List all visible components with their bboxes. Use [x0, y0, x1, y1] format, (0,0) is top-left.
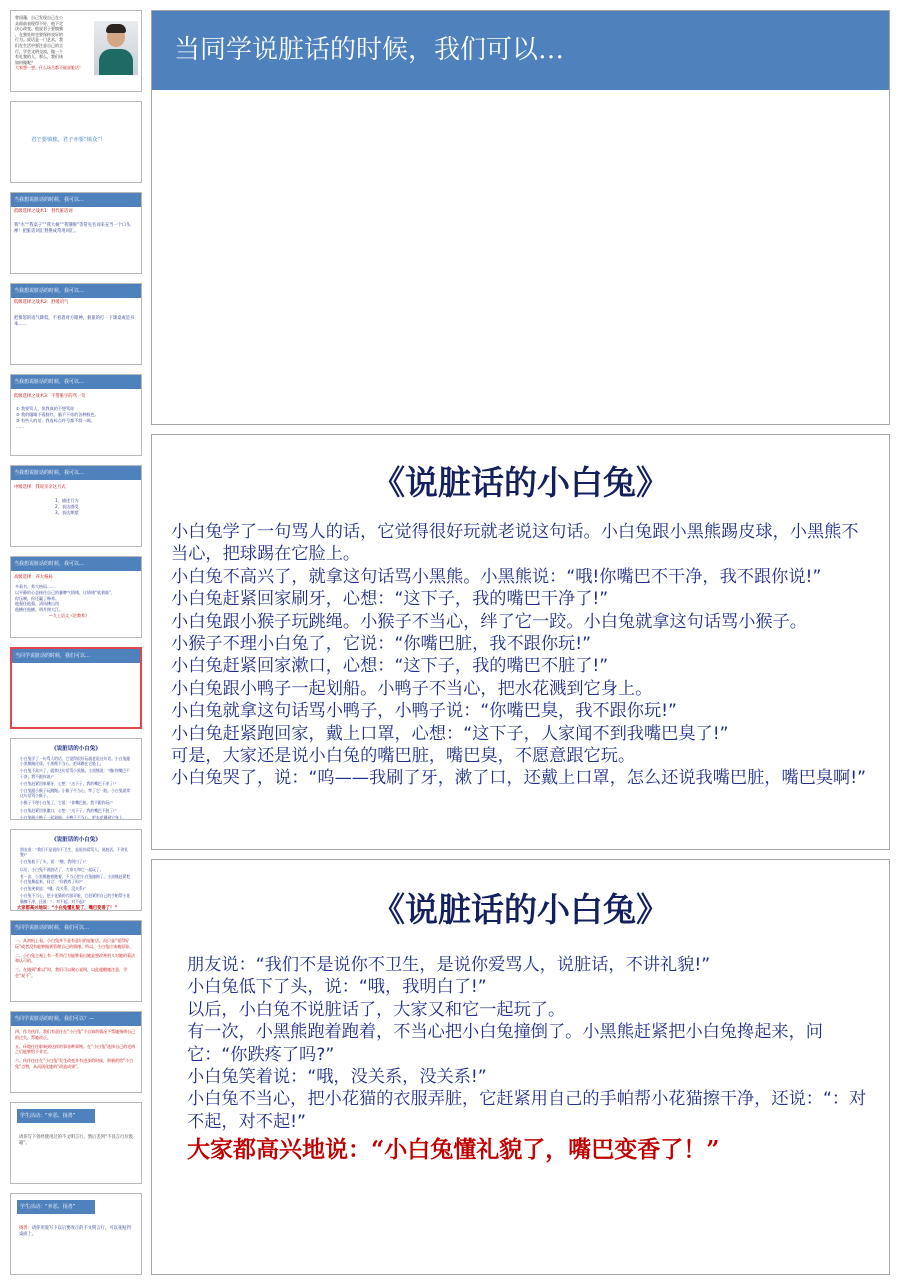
text-line: 行为。说话是一门艺术，我 — [15, 37, 63, 43]
thumb-title-bar: 当我想说脏话的时候，我可以… — [11, 375, 141, 389]
thumb-title-bar: 学生活动：“弃恶、扬善” — [17, 1200, 95, 1214]
text-line: 他强任他强，清风拂山岗 — [15, 601, 59, 607]
story-paragraph: 小白兔赶紧跑回家，戴上口罩，心想：“这下子，人家闻不到我嘴巴臭了!” — [171, 723, 729, 744]
slide-thumbnail-7[interactable] — [10, 556, 142, 638]
slide-thumbnail-8[interactable] — [10, 647, 142, 729]
text-line: 以后，小白兔不说脏话了，大家又和它一起玩了。 — [20, 866, 104, 872]
slide-thumbnail-6[interactable] — [10, 465, 142, 547]
text-line: 曾国藩，自己发现自己在公 — [15, 15, 63, 20]
text-line: 一、从初机上看，小白兔并不是有意识的说脏话，而只是“觉得好玩”或者没有能够做到管理自己的情绪。所以，小白兔应该被原谅。 — [15, 938, 134, 949]
story-title: 《说脏话的小白兔》 — [372, 463, 669, 502]
story-paragraph: 小猴子不理小白兔了，它说：“你嘴巴脏，我不跟你玩!” — [171, 634, 592, 655]
text-line: 五、环境往往影响到这样的事各种事物。在“小白兔”选择自己的毛病之后能够给予肯定。 — [15, 1043, 136, 1055]
slide-thumbnail-13[interactable] — [10, 1102, 142, 1184]
text-line: 行，学会文明交流，做一个 — [15, 48, 63, 54]
thumb-title-bar: 学生活动：“弃恶、扬善” — [17, 1109, 95, 1123]
thumb-body: 请你用爱写下以后要改正的不文明言行，可以张贴到桌面上。 — [19, 1226, 131, 1238]
slide-thumbnail-4[interactable] — [10, 283, 142, 365]
thumb-title-bar: 当同学说脏话的时候，我们可以… — [11, 921, 141, 935]
slide-story-part1[interactable] — [151, 434, 890, 850]
list-item: 3、表达期望 — [55, 510, 79, 515]
story-body — [152, 931, 889, 1162]
story-paragraph: 小白兔低下了头，说：“哦，我明白了!” — [187, 977, 487, 998]
slide-thumbnail-1[interactable] — [10, 10, 142, 92]
text-line: 小白兔跟小鸭子一起划船。小鸭子不当心，把水花溅到它身上。 — [20, 814, 127, 820]
story-paragraph: 小白兔赶紧回家刷牙，心想：“这下子，我的嘴巴干净了!” — [171, 589, 609, 610]
story-paragraph: 小白兔学了一句骂人的话，它觉得很好玩就老说这句话。小白兔跟小黑熊踢皮球，小黑熊不当心，把球踢在它脸上。 — [171, 522, 859, 565]
list-item: 1、描述行为 — [55, 498, 79, 503]
text-line: 三、在遇到“难以”时，我们可以耐心说明，以此提醒她注意，学会“说不”。 — [15, 967, 128, 978]
thumb-red-heading: 高级选择：养大格局 — [14, 575, 53, 580]
story-paragraph: 小白兔跟小猴子玩跳绳。小猴子不当心，绊了它一跤。小白兔就拿这句话骂小猴子。 — [171, 611, 807, 632]
thumb-body: 请你写下曾经使用过的不文明言行，然后丢到“不良言行垃圾箱”。 — [19, 1135, 133, 1147]
story-body — [152, 504, 889, 790]
text-line: 小白兔赶紧回家刷牙，心想：“这下子，我的嘴巴干净了!” — [20, 780, 117, 786]
text-line: 二、小白兔主观上有一系列行为能够看出她是想改善别人对她的看法和认可的。 — [15, 952, 135, 964]
slide-thumbnail-10[interactable] — [10, 829, 142, 911]
text-line: 有一次，小黑熊跑着跑着，不当心把小白兔撞倒了。小黑熊赶紧把小白兔搀起来，问它：“你跌疼了吗?” — [20, 873, 131, 885]
thumb-story-title: 《说脏话的小白兔》 — [51, 746, 101, 752]
text-line: 以平静的心态接住自己的暴脾气情绪，让情绪“软着陆”， — [15, 589, 116, 595]
slide-thumbnail-14[interactable] — [10, 1193, 142, 1275]
thumb-red-heading: 中级选择：我说亲亲这方式 — [14, 485, 66, 490]
thumb-title-bar: 当我想说脏话的时候，我可以… — [11, 466, 141, 480]
thumb-body — [11, 581, 141, 613]
text-line: 们在生活中要注意自己的言 — [15, 42, 63, 48]
story-title: 《说脏话的小白兔》 — [372, 890, 669, 929]
text-line: ，在独处时也要保持良好的 — [15, 31, 63, 37]
text-line: ③ 有些人的话，我连标点符号都不屑一顾。 — [16, 418, 95, 423]
slide-thumbnail-2[interactable] — [10, 101, 142, 183]
story-finale: 大家都高兴地说：“小白兔懂礼貌了，嘴巴变香了！” — [187, 1136, 720, 1164]
story-paragraph: 小白兔哭了，说：“呜——我刷了牙，漱了口，还戴上口罩，怎么还说我嘴巴脏，嘴巴臭啊!” — [171, 768, 867, 789]
thumb-body — [11, 843, 141, 905]
text-line: 他横任他横，明月照大江。 — [15, 607, 63, 613]
thumb-story-title: 《说脏话的小白兔》 — [51, 837, 101, 843]
thumb-body: 我“水”“我桌子”“我大树”“我饿啦”等常见名词来充当一个口头禅！把脏话词汇替换成常用词汇。 — [14, 223, 131, 235]
story-paragraph: 小白兔笑着说：“哦，没关系，没关系!” — [187, 1067, 487, 1088]
slide-thumbnail-12[interactable] — [10, 1011, 142, 1093]
text-line: 多看书。养大格局…… — [15, 584, 55, 589]
story-paragraph: 以后，小白兔不说脏话了，大家又和它一起玩了。 — [187, 999, 566, 1020]
thumb-title-bar: 当我想说脏话的时候，我可以… — [11, 193, 141, 207]
slide-thumbnail-11[interactable] — [10, 920, 142, 1002]
text-line: 小白兔不当心，把小花猫的衣服弄脏，它赶紧用自己的手帕帮小花猫擦干净，还说：“：对不起，对不起!” — [20, 893, 131, 904]
text-line: 朋友说：“我们不是说你不卫生，是说你爱骂人，说脏话，不讲礼貌!” — [20, 847, 129, 858]
thumb-quote: 君子要慎独，君子亦要“慎众”！ — [31, 137, 106, 143]
text-line: 小猴子不理小白兔了，它说：“你嘴巴脏，我不跟你玩!” — [20, 800, 113, 806]
slide-thumbnail-3[interactable] — [10, 192, 142, 274]
thumb-title-bar: 当同学说脏话的时候，我们可以… — [12, 649, 140, 663]
story-paragraph: 小白兔就拿这句话骂小鸭子，小鸭子说：“你嘴巴臭，我不跟你玩!” — [171, 701, 677, 722]
intro-red-line: 大家想一想，什么场合都不能说脏话！ — [15, 65, 83, 71]
story-paragraph: 朋友说：“我们不是说你不卫生，是说你爱骂人，说脏话，不讲礼貌!” — [187, 955, 711, 975]
text-line: 众面前表现得不好，他下定 — [15, 20, 63, 26]
thumb-red-heading: 低级选择之战术3：不带脏字的骂一句 — [14, 394, 86, 399]
thumb-body — [11, 400, 141, 430]
text-line: 小白兔笑着说：“哦，没关系，没关系!” — [20, 886, 87, 892]
text-line: 小白兔学了一句骂人的话，它觉得很好玩就老说这句话。小白兔跟小黑熊踢皮球，小黑熊不当心，把球踢在它脸上。 — [20, 756, 131, 767]
thumb-title-bar: 当同学说脏话的时候，我们可以？— — [11, 1012, 141, 1026]
thumb-citation: —九上语文《论教养》 — [49, 612, 89, 618]
thumb-red-line: 大家都高兴地说：“小白兔懂礼貌了，嘴巴变香了！” — [17, 905, 118, 911]
story-paragraph: 有一次，小黑熊跑着跑着，不当心把小白兔撞倒了。小黑熊赶紧把小白兔搀起来，问它：“你跌疼了吗?” — [187, 1022, 823, 1065]
story-paragraph: 小白兔赶紧回家漱口，心想：“这下子，我的嘴巴不脏了!” — [171, 656, 609, 677]
thumb-body — [11, 1026, 141, 1070]
list-item: 2、表达感受 — [55, 504, 79, 509]
story-paragraph: 可是，大家还是说小白兔的嘴巴脏，嘴巴臭，不愿意跟它玩。 — [171, 746, 636, 767]
slide-title: 当同学说脏话的时候，我们可以… — [152, 11, 889, 90]
text-line: 有礼貌的人。那么，我们该 — [15, 54, 63, 60]
thumb-red-label: 扬善： — [19, 1226, 32, 1231]
portrait-image — [94, 21, 138, 75]
thumb-red-heading: 低级选择之战术1：替代脏话词 — [14, 209, 73, 214]
text-line: 小白兔跟小猴子玩跳绳。小猴子不当心，绊了它一跤。小白兔就拿这句话骂小猴子。 — [20, 788, 131, 799]
thumb-body: 把愤怒的语气降低，不看着对方眼神，狠狠的打一下课桌或是书本…… — [14, 316, 135, 328]
slide-thumbnail-9[interactable] — [10, 738, 142, 820]
slide-story-part2[interactable] — [151, 859, 890, 1275]
story-paragraph: 小白兔跟小鸭子一起划船。小鸭子不当心，把水花溅到它身上。 — [171, 678, 653, 699]
slide-current-title[interactable] — [151, 10, 890, 425]
story-paragraph: 小白兔不高兴了，就拿这句话骂小黑熊。小黑熊说：“哦!你嘴巴不干净，我不跟你说!” — [171, 566, 822, 587]
text-line: 如何做呢？ — [15, 59, 35, 65]
text-line: 小白兔低下了头，说：“哦，我明白了!” — [20, 859, 87, 865]
thumb-body — [11, 935, 141, 979]
text-line: 你压制，你还赢了修养。 — [15, 595, 59, 601]
thumb-title-bar: 当我想说脏话的时候，我可以… — [11, 284, 141, 298]
text-line: …… — [16, 424, 25, 429]
thumb-title-bar: 当我想说脏话的时候，我可以… — [11, 557, 141, 571]
thumb-list — [11, 491, 141, 519]
text-line: 小白兔不高兴了，就拿这句话骂小黑熊。小黑熊说：“哦!你嘴巴不干净，我不跟你说!” — [20, 768, 130, 779]
story-paragraph: 小白兔不当心，把小花猫的衣服弄脏，它赶紧用自己的手帕帮小花猫擦干净，还说：“：对不起，对不起!” — [187, 1089, 867, 1132]
text-line: 小白兔赶紧回家漱口，心想：“这下子，我的嘴巴不脏了!” — [20, 807, 117, 813]
thumb-body — [11, 752, 141, 820]
text-line: ② 我的眼睛不看脸红，脑不下你的各种脸色。 — [16, 412, 99, 417]
slide-thumbnail-5[interactable] — [10, 374, 142, 456]
text-line: 四、作为伙伴，我们有责任在“小白兔”不自知的情况下帮她指明自己的过失，帮她改正。 — [15, 1029, 136, 1040]
text-line: 决心改变。他说君子要慎独 — [15, 26, 63, 32]
text-line: ① 我要骂人，但我真的不想骂你 — [16, 406, 75, 411]
thumb-red-heading: 低级选择之战术2：舒缓语气 — [14, 300, 69, 305]
intro-text — [15, 15, 91, 71]
text-line: 六、伙伴往往在“小白兔”发生改变并有进步的时候，积极的给“小白兔”点赞，从而固化她的“改造成果”。 — [15, 1058, 134, 1069]
